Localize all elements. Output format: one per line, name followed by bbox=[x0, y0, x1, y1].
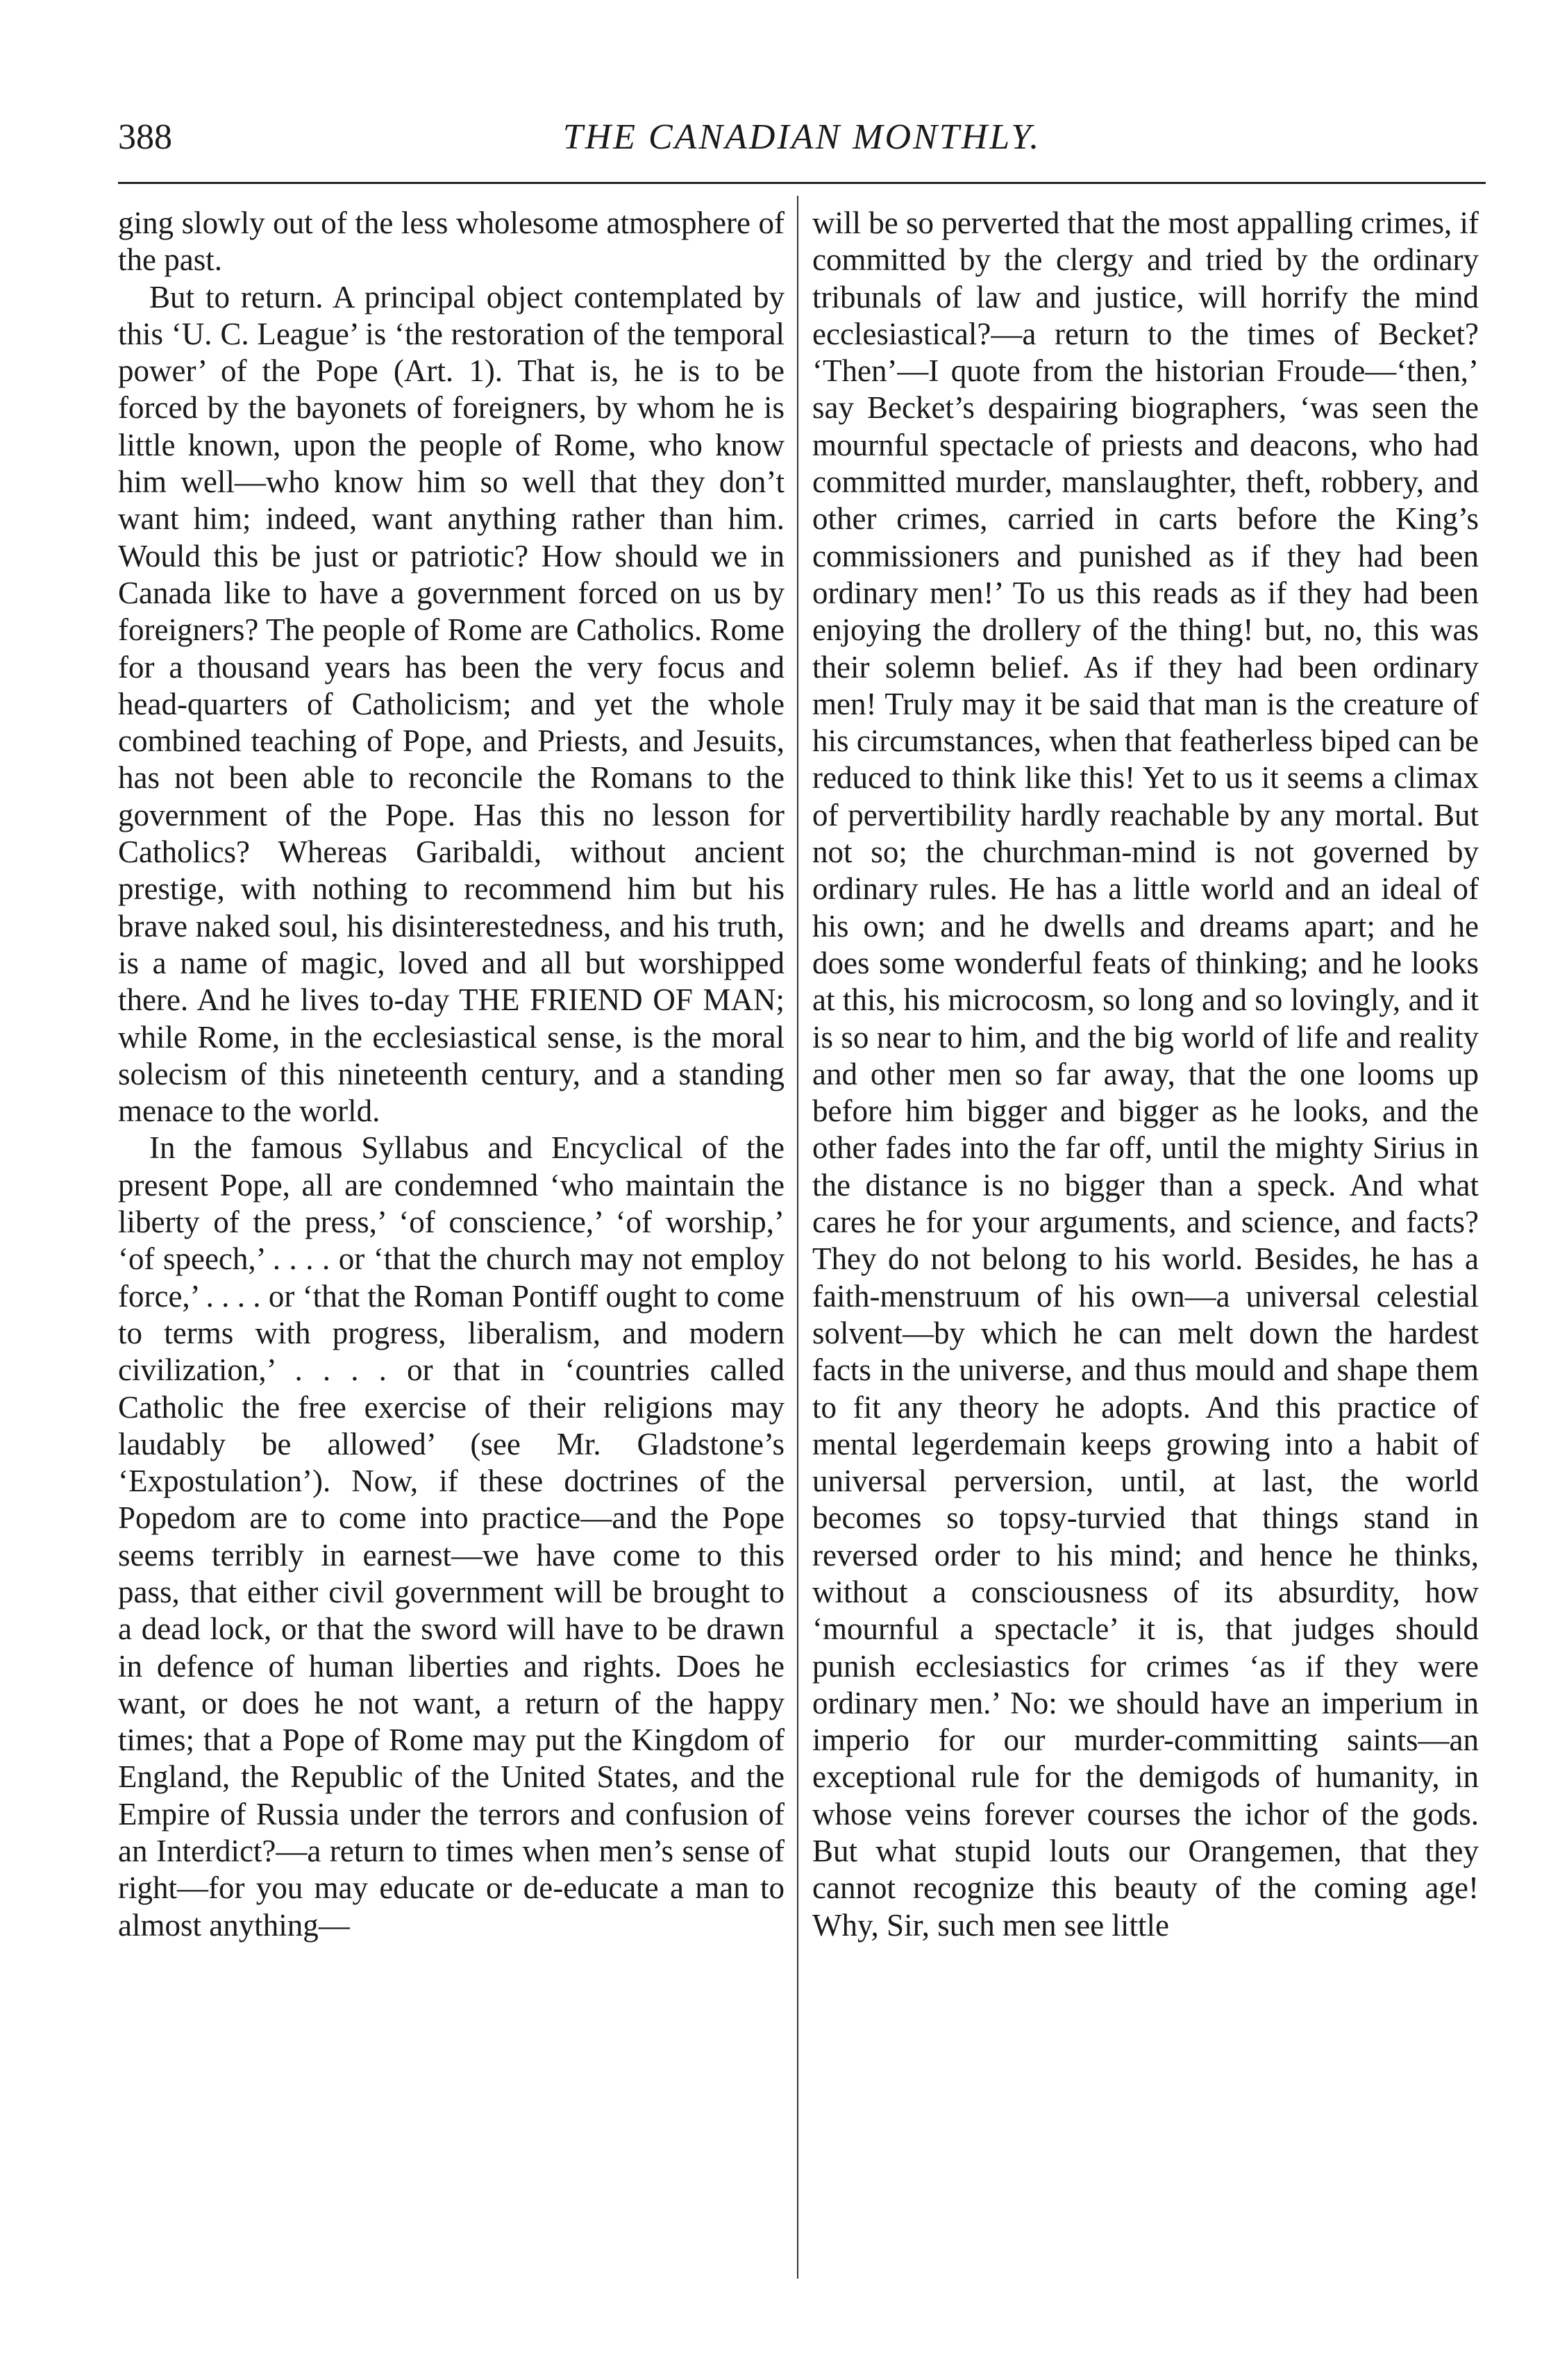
paragraph: In the famous Syllabus and Encyclical of the present Pope, all are condemned ‘who maintain the liberty of the press,’ ‘of conscience,’ ‘of worship,’ ‘of speech,’ . . . . or ‘that the church may not employ force,’ . . . . or ‘that the Roman Pontiff ought to come to terms with progress, liberalism, and modern civilization,’ . . . . or that in ‘countries called Catholic the free exercise of their religions may laudably be allowed’ (see Mr. Gladstone’s ‘Expostulation’). Now, if these doctrines of the Popedom are to come into practice—and the Pope seems terribly in earnest—we have come to this pass, that either civil government will be brought to a dead lock, or that the sword will have to be drawn in defence of human liberties and rights. Does he want, or does he not want, a return of the happy times; that a Pope of Rome may put the Kingdom of England, the Republic of the United States, and the Empire of Russia under the terrors and confusion of an Interdict?—a return to times when men’s sense of right—for you may educate or de-educate a man to almost anything— bbox=[118, 1130, 785, 1943]
column-divider bbox=[797, 196, 798, 2279]
paragraph: will be so perverted that the most appalling crimes, if committed by the clergy and tried by the ordinary tribunals of law and justice, will horrify the mind ecclesiastical?—a return to the times of Becket? ‘Then’—I quote from the historian Froude—‘then,’ say Becket’s despairing biographers, ‘was seen the mournful spectacle of priests and deacons, who had committed murder, manslaughter, theft, robbery, and other crimes, carried in carts before the King’s commissioners and punished as if they had been ordinary men!’ To us this reads as if they had been enjoying the drollery of the thing! but, no, this was their solemn belief. As if they had been ordinary men! Truly may it be said that man is the creature of his circumstances, when that featherless biped can be reduced to think like this! Yet to us it seems a climax of pervertibility hardly reachable by any mortal. But not so; the churchman-mind is not governed by ordinary rules. He has a little world and an ideal of his own; and he dwells and dreams apart; and he does some wonderful feats of thinking; and he looks at this, his microcosm, so long and so lovingly, and it is so near to him, and the big world of life and reality and other men so far away, that the one looms up before him bigger and bigger as he looks, and the other fades into the far off, until the mighty Sirius in the distance is no bigger than a speck. And what cares he for your arguments, and science, and facts? They do not belong to his world. Besides, he has a faith-menstruum of his own—a universal celestial solvent—by which he can melt down the hardest facts in the universe, and thus mould and shape them to fit any theory he adopts. And this practice of mental legerdemain keeps growing into a habit of universal perversion, until, at last, the world becomes so topsy-turvied that things stand in reversed order to his mind; and hence he thinks, without a consciousness of its absurdity, how ‘mournful a spectacle’ it is, that judges should punish ecclesiastics for crimes ‘as if they were ordinary men.’ No: we should have an imperium in imperio for our murder-committing saints—an exceptional rule for the demigods of humanity, in whose veins forever courses the ichor of the gods. But what stupid louts our Orangemen, that they cannot recognize this beauty of the coming age! Why, Sir, such men see little bbox=[812, 206, 1479, 1943]
page-number: 388 bbox=[118, 117, 172, 157]
paragraph: ging slowly out of the less wholesome atmosphere of the past. bbox=[118, 206, 785, 278]
right-column bbox=[812, 205, 1479, 1944]
paragraph: But to return. A principal object contemplated by this ‘U. C. League’ is ‘the restoration of the temporal power’ of the Pope (Art. 1). That is, he is to be forced by the bayonets of foreigners, by whom he is little known, upon the people of Rome, who know him well—who know him so well that they don’t want him; indeed, want anything rather than him. Would this be just or patriotic? How should we in Canada like to have a government forced on us by foreigners? The people of Rome are Catholics. Rome for a thousand years has been the very focus and head-quarters of Catholicism; and yet the whole combined teaching of Pope, and Priests, and Jesuits, has not been able to reconcile the Romans to the government of the Pope. Has this no lesson for Catholics? Whereas Garibaldi, without ancient prestige, with nothing to recommend him but his brave naked soul, his disinterestedness, and his truth, is a name of magic, loved and all but worshipped there. And he lives to-day THE FRIEND OF MAN; while Rome, in the ecclesiastical sense, is the moral solecism of this nineteenth century, and a standing menace to the world. bbox=[118, 279, 785, 1129]
running-title: THE CANADIAN MONTHLY. bbox=[562, 117, 1041, 157]
header-rule bbox=[118, 182, 1486, 184]
left-column bbox=[118, 205, 785, 1944]
page-header bbox=[118, 111, 1486, 167]
